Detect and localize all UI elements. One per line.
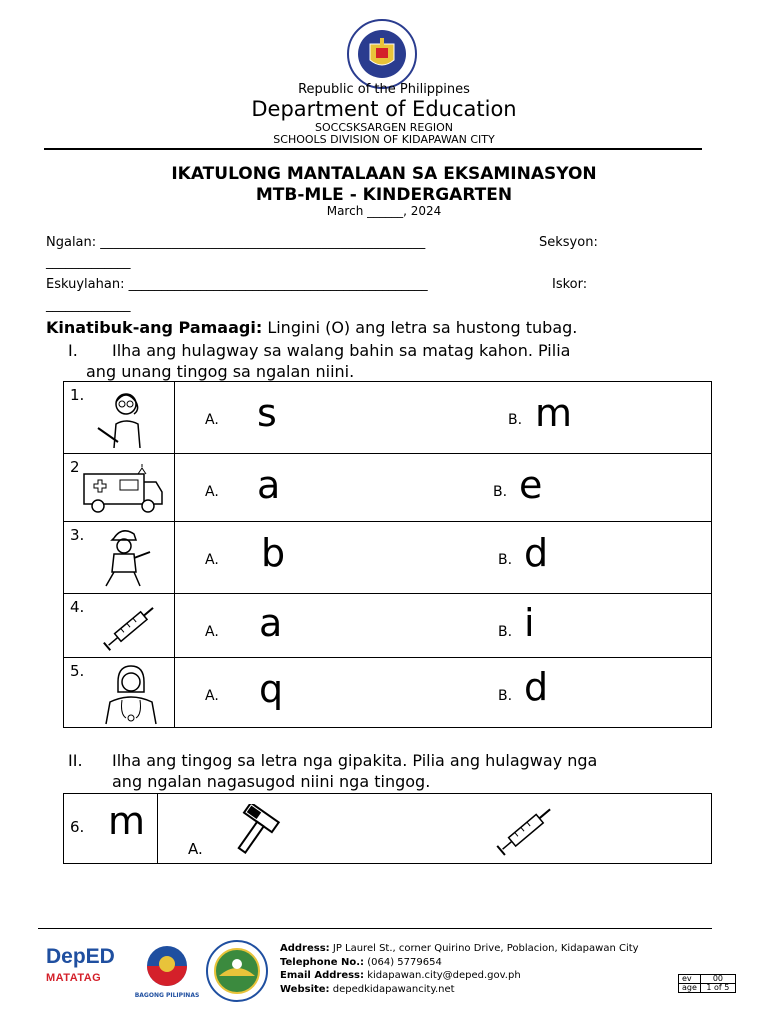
seksyon-label: Seksyon: xyxy=(539,235,598,250)
option-b-letter[interactable]: d xyxy=(524,531,549,575)
ambulance-icon xyxy=(82,462,164,514)
option-b-letter[interactable]: d xyxy=(524,665,549,709)
option-a-label: A. xyxy=(205,484,219,500)
teacher-icon xyxy=(94,388,154,450)
email-label: Email Address: xyxy=(280,970,365,981)
part1-instructions xyxy=(68,340,718,382)
email-value[interactable]: kidapawan.city@deped.gov.ph xyxy=(364,970,521,981)
table-row xyxy=(64,794,712,864)
item-image-cell xyxy=(64,382,175,454)
deped-seal-logo xyxy=(342,18,422,90)
option-a-label: A. xyxy=(188,840,203,858)
exam-date: March ______, 2024 xyxy=(326,204,442,218)
footer-email xyxy=(280,969,639,983)
option-a-label: A. xyxy=(205,412,219,428)
exam-subtitle: MTB-MLE - KINDERGARTEN xyxy=(255,185,513,205)
item-options-cell[interactable] xyxy=(175,522,712,594)
item-options-cell[interactable] xyxy=(158,794,712,864)
rev-label: ev xyxy=(679,975,701,984)
bagong-pilipinas-logo xyxy=(132,944,202,1000)
instructions-label: Kinatibuk-ang Pamaagi: xyxy=(46,318,263,337)
footer-contact xyxy=(280,942,639,996)
part2-table xyxy=(63,793,712,864)
part2-number: II. xyxy=(68,751,83,770)
instructions-text: Lingini (O) ang letra sa hustong tubag. xyxy=(262,318,578,337)
department-label: Department of Education xyxy=(251,97,517,121)
option-b-letter[interactable]: e xyxy=(519,463,543,507)
item-number: 5. xyxy=(70,662,85,680)
item-image-cell xyxy=(64,522,175,594)
option-a-label: A. xyxy=(205,688,219,704)
general-instructions xyxy=(46,318,577,337)
rev-value: 00 xyxy=(700,975,735,984)
deped-logo-text: DepED xyxy=(46,945,115,968)
option-a-label: A. xyxy=(205,624,219,640)
option-b-label: B. xyxy=(498,688,513,704)
table-row xyxy=(64,382,712,454)
option-b-letter[interactable]: m xyxy=(535,391,573,435)
part1-line1: Ilha ang hulagway sa walang bahin sa matag kahon. Pilia xyxy=(112,341,571,360)
item-number: 6. xyxy=(70,818,85,836)
syringe-icon xyxy=(100,600,166,652)
eskuylahan-field[interactable]: Eskuylahan: ______________________________________________ xyxy=(46,277,428,292)
website-value[interactable]: depedkidapawancity.net xyxy=(329,983,455,995)
item-number: 1. xyxy=(70,386,85,404)
table-row xyxy=(64,658,712,728)
option-b-letter[interactable]: i xyxy=(524,601,535,645)
part2-line1: Ilha ang tingog sa letra nga gipakita. Pilia ang hulagway nga xyxy=(112,751,598,770)
matatag-logo-text: MATATAG xyxy=(46,972,102,984)
revision-box xyxy=(678,974,736,993)
option-a-letter[interactable]: a xyxy=(259,601,283,645)
item-number: 3. xyxy=(70,526,85,544)
item-options-cell[interactable] xyxy=(175,454,712,522)
bagong-pilipinas-text: BAGONG PILIPINAS xyxy=(134,992,200,999)
option-a-letter[interactable]: b xyxy=(261,531,286,575)
option-b-label: B. xyxy=(498,552,513,568)
address-label: Address: xyxy=(280,943,330,954)
page-value: 1 of 5 xyxy=(700,984,735,993)
table-row xyxy=(64,594,712,658)
address-value: JP Laurel St., corner Quirino Drive, Poblacion, Kidapawan City xyxy=(329,943,639,954)
item-letter: m xyxy=(108,799,146,843)
republic-label: Republic of the Philippines xyxy=(298,82,470,97)
item-number: 2 xyxy=(70,458,80,476)
item-image-cell xyxy=(64,658,175,728)
footer-phone xyxy=(280,956,639,970)
deped-matatag-logo xyxy=(46,946,116,996)
table-row xyxy=(64,522,712,594)
exam-title: IKATULONG MANTALAAN SA EKSAMINASYON xyxy=(171,164,597,184)
option-b-label: B. xyxy=(508,412,523,428)
part1-number: I. xyxy=(68,341,78,360)
part1-table xyxy=(63,381,712,728)
part1-line2: ang unang tingog sa ngalan niini. xyxy=(86,362,355,381)
phone-value: (064) 5779654 xyxy=(364,956,442,968)
website-label: Website: xyxy=(280,983,330,995)
ngalan-field[interactable]: Ngalan: __________________________________________________ xyxy=(46,235,426,250)
iskor-field[interactable]: _____________ xyxy=(46,298,131,313)
item-options-cell[interactable] xyxy=(175,594,712,658)
division-label: SCHOOLS DIVISION OF KIDAPAWAN CITY xyxy=(273,133,495,146)
item-image-cell xyxy=(64,454,175,522)
bagong-pilipinas-emblem xyxy=(132,944,202,988)
option-a-letter[interactable]: q xyxy=(259,667,284,711)
item-options-cell[interactable] xyxy=(175,658,712,728)
doctor-icon xyxy=(100,662,162,726)
item-image-cell xyxy=(64,594,175,658)
seksyon-field[interactable]: _____________ xyxy=(46,255,131,270)
division-seal-logo xyxy=(205,940,269,1002)
option-a-letter[interactable]: a xyxy=(257,463,281,507)
option-a-letter[interactable]: s xyxy=(257,391,277,435)
footer-website xyxy=(280,983,639,997)
part2-line2: ang ngalan nagasugod niini nga tingog. xyxy=(112,772,431,791)
footer-address xyxy=(280,942,639,956)
option-a-label: A. xyxy=(205,552,219,568)
phone-label: Telephone No.: xyxy=(280,956,365,968)
firefighter-icon xyxy=(98,526,156,590)
hammer-icon[interactable] xyxy=(228,804,288,858)
region-label: SOCCSKSARGEN REGION xyxy=(315,121,453,134)
item-number: 4. xyxy=(70,598,85,616)
option-b-label: B. xyxy=(493,484,508,500)
header-divider xyxy=(44,148,702,150)
part2-instructions xyxy=(68,750,728,792)
syringe-icon[interactable] xyxy=(492,800,562,860)
page-label: age xyxy=(679,984,701,993)
table-row xyxy=(64,454,712,522)
item-options-cell[interactable] xyxy=(175,382,712,454)
footer-divider xyxy=(38,928,712,929)
option-b-label: B. xyxy=(498,624,513,640)
item-letter-cell xyxy=(64,794,158,864)
iskor-label: Iskor: xyxy=(552,277,588,292)
